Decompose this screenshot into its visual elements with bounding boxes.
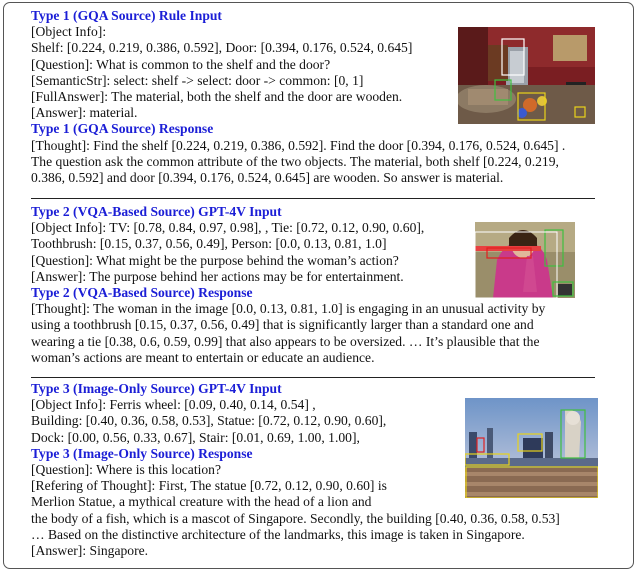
type1-input-line: [SemanticStr]: select: shelf -> select: door -> common: [0, 1] [31,72,364,88]
type1-input-line: [Answer]: material. [31,105,138,121]
type1-response-line: [Thought]: Find the shelf [0.224, 0.219, 0.386, 0.592]. Find the door [0.394, 0.176, 0.524, 0.645] . [31,137,566,153]
type2-input-line: [Question]: What might be the purpose behind the woman’s action? [31,252,399,268]
type2-input-title: Type 2 (VQA-Based Source) GPT-4V Input [31,204,282,219]
section-divider [31,377,595,378]
singapore-merlion-image [465,398,598,498]
type2-input-line: [Object Info]: TV: [0.78, 0.84, 0.97, 0.98], , Tie: [0.72, 0.12, 0.90, 0.60], [31,220,425,236]
type1-input-line: [Question]: What is common to the shelf and the door? [31,56,331,72]
type2-input-line: [Answer]: The purpose behind her actions may be for entertainment. [31,268,404,284]
type2-response-line: using a toothbrush [0.15, 0.37, 0.56, 0.49] that is significantly larger than a standard one and [31,317,534,333]
type3-response-line: Merlion Statue, a mythical creature with the head of a lion and [31,494,372,510]
type1-input-line: [Object Info]: [31,24,107,40]
type2-input-line: Toothbrush: [0.15, 0.37, 0.56, 0.49], Person: [0.0, 0.13, 0.81, 1.0] [31,236,387,252]
type3-input-line: [Object Info]: Ferris wheel: [0.09, 0.40, 0.14, 0.54] , [31,397,316,413]
type3-input-line: Dock: [0.00, 0.56, 0.33, 0.67], Stair: [0.01, 0.69, 1.00, 1.00], [31,429,360,445]
type3-response-line: [Refering of Thought]: First, The statue [0.72, 0.12, 0.90, 0.60] is [31,478,387,494]
living-room-image [458,27,595,124]
type3-response-line: [Answer]: Singapore. [31,543,149,559]
type1-input-title: Type 1 (GQA Source) Rule Input [31,8,222,23]
woman-toothbrush-image [475,222,575,298]
type1-response-title: Type 1 (GQA Source) Response [31,121,214,137]
type2-response-title: Type 2 (VQA-Based Source) Response [31,285,253,301]
type2-response-line: [Thought]: The woman in the image [0.0, 0.13, 0.81, 1.0] is engaging in an unusual activity by [31,301,546,317]
type1-input-line: Shelf: [0.224, 0.219, 0.386, 0.592], Door: [0.394, 0.176, 0.524, 0.645] [31,40,413,56]
type1-input-line: [FullAnswer]: The material, both the shelf and the door are wooden. [31,89,403,105]
type2-response-line: woman’s actions are meant to entertain or educate an audience. [31,349,375,365]
type1-response-line: 0.386, 0.592] and door [0.394, 0.176, 0.524, 0.645] are wooden. So answer is material. [31,170,504,186]
type3-input-line: Building: [0.40, 0.36, 0.58, 0.53], Statue: [0.72, 0.12, 0.90, 0.60], [31,413,387,429]
type3-response-line: [Question]: Where is this location? [31,462,222,478]
type3-response-line: … Based on the distinctive architecture of the landmarks, this image is taken in Singapore. [31,526,525,542]
type3-response-line: the body of a fish, which is a mascot of Singapore. Secondly, the building [0.40, 0.36, 0.58, 0.53] [31,510,560,526]
type3-input-title: Type 3 (Image-Only Source) GPT-4V Input [31,381,282,396]
type1-response-line: The question ask the common attribute of the two objects. The material, both shelf [0.224, 0.219, [31,153,559,169]
section-divider [31,198,595,199]
type2-response-line: wearing a tie [0.38, 0.6, 0.59, 0.99] that also appears to be oversized. … It’s plausible that the [31,333,540,349]
type3-response-title: Type 3 (Image-Only Source) Response [31,445,253,461]
